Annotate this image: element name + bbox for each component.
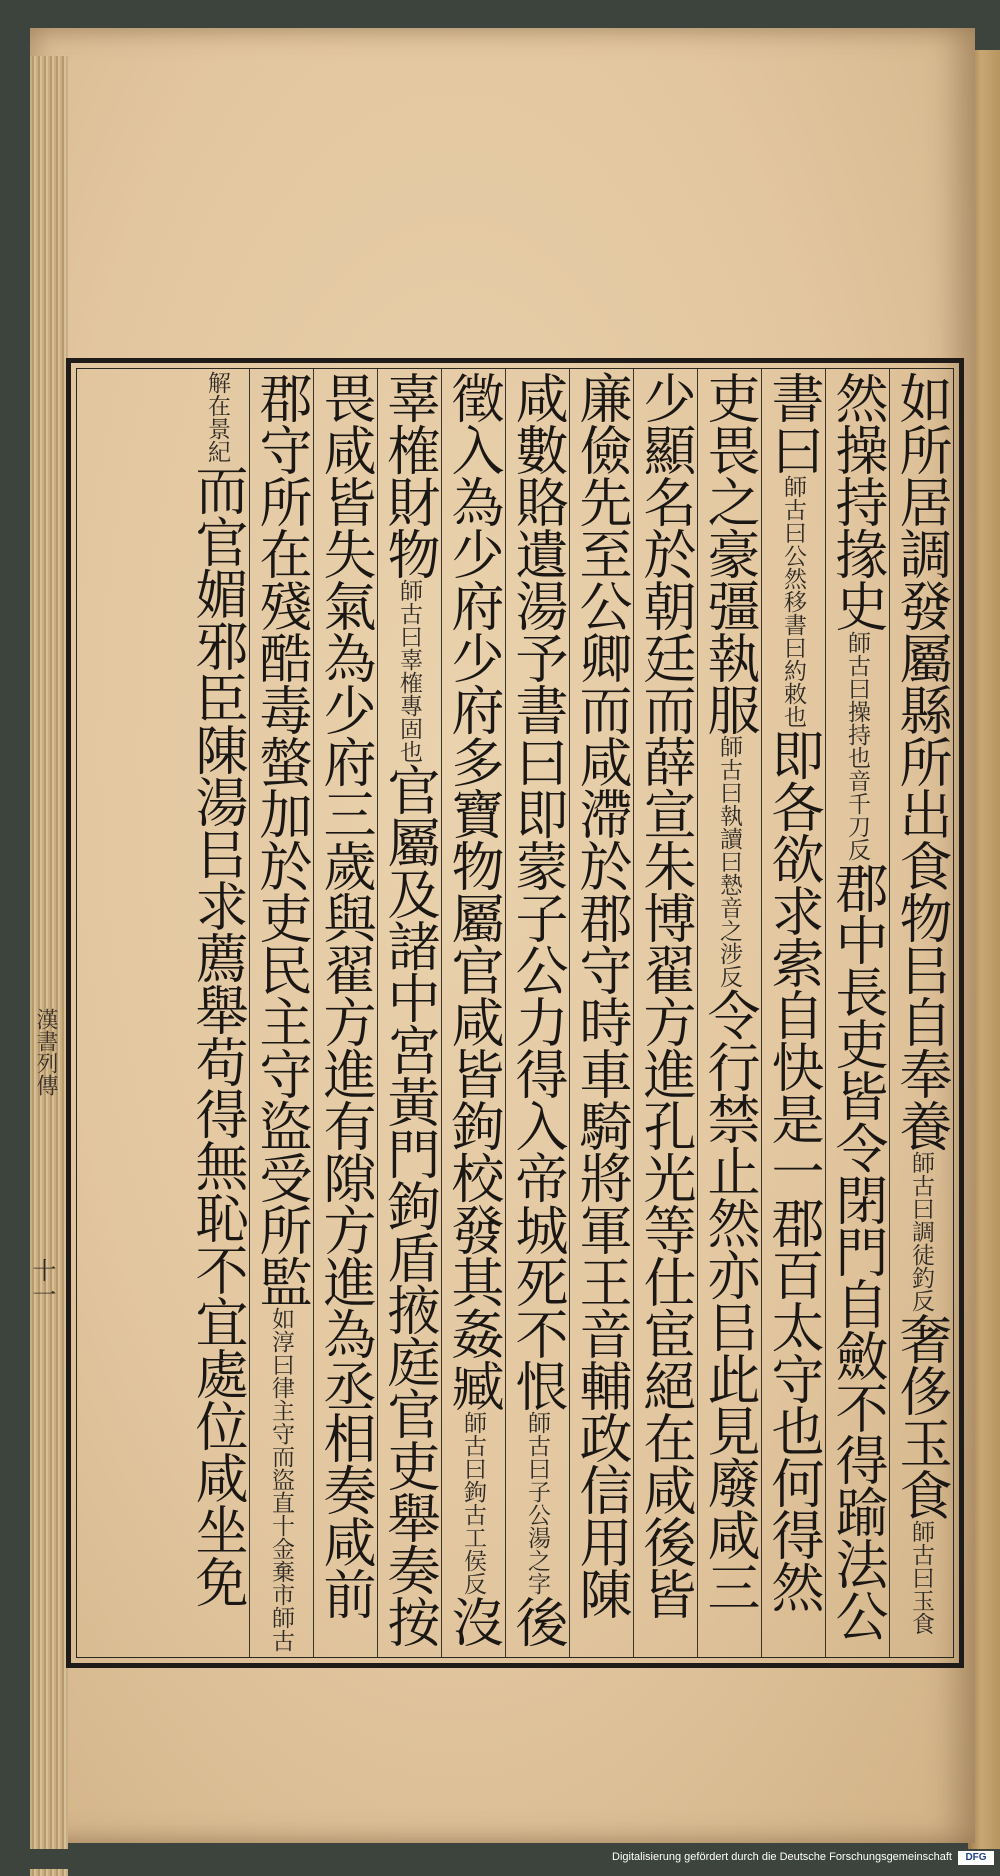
text-column	[569, 369, 633, 1657]
main-text: 徵入為少府少府多寶物屬官咸皆鉤校發其姦臧	[443, 371, 504, 1411]
text-column	[377, 369, 441, 1657]
dfg-logo: DFG	[958, 1851, 994, 1865]
main-text: 吏畏之豪彊執服	[699, 371, 760, 735]
folio-number: 十一	[28, 1258, 56, 1306]
main-text: 而官媚邪臣陳湯㠯求薦舉苟得無恥不宜處位咸坐免	[187, 463, 248, 1607]
commentary-note: 師古曰執讀曰慹音之涉反	[716, 735, 742, 988]
main-text: 畏咸皆失氣為少府三歲與翟方進有隙方進為丞相奏咸前	[315, 371, 376, 1619]
main-text: 辜榷財物	[379, 371, 440, 579]
commentary-note: 師古曰調徒釣反	[908, 1151, 934, 1312]
commentary-note: 師古曰辜榷專固也	[396, 579, 422, 763]
page-stack-edge	[30, 56, 68, 1876]
text-column	[889, 369, 953, 1657]
text-column	[249, 369, 313, 1657]
main-text: 書曰	[763, 371, 824, 475]
text-columns	[77, 369, 953, 1657]
commentary-note: 師古曰鉤古工侯反	[460, 1411, 486, 1595]
main-text: 然操持掾史	[827, 371, 888, 631]
commentary-note: 解在景紀	[204, 371, 230, 463]
page	[30, 28, 975, 1843]
commentary-note: 師古曰子公湯之字	[524, 1411, 550, 1595]
text-column	[313, 369, 377, 1657]
main-text: 後	[507, 1595, 568, 1647]
main-text: 郡中長吏皆令閉門自斂不得踰法公	[827, 861, 888, 1641]
text-column	[761, 369, 825, 1657]
text-column	[633, 369, 697, 1657]
text-frame	[66, 358, 964, 1668]
text-column	[825, 369, 889, 1657]
text-column	[505, 369, 569, 1657]
commentary-note: 師古曰玉食	[908, 1520, 934, 1635]
margin-title: 漢書列傳	[33, 1008, 58, 1096]
main-text: 如所居調發屬縣所出食物㠯自奉養	[891, 371, 952, 1151]
main-text: 即各欲求索自快是一郡百太守也何得然	[763, 728, 824, 1612]
main-text: 令行禁止然亦㠯此見廢咸三	[699, 988, 760, 1612]
main-text: 沒	[443, 1595, 504, 1647]
text-column	[697, 369, 761, 1657]
commentary-note: 師古曰公然移書曰約敕也	[780, 475, 806, 728]
main-text: 少顯名於朝廷而薛宣朱博翟方進孔光等仕宦絕在咸後皆	[635, 371, 696, 1619]
main-text: 奢侈玉食	[891, 1312, 952, 1520]
footer-credit: Digitalisierung gefördert durch die Deutsche Forschungsgemeinschaft	[612, 1851, 952, 1863]
main-text: 咸數賂遺湯予書曰即蒙子公力得入帝城死不恨	[507, 371, 568, 1411]
commentary-note: 師古曰操持也音千刀反	[844, 631, 870, 861]
commentary-note: 如淳曰律主守而盜直十金棄市師古	[268, 1307, 294, 1652]
text-column	[441, 369, 505, 1657]
main-text: 廉儉先至公卿而咸滯於郡守時車騎將軍王音輔政信用陳	[571, 371, 632, 1619]
text-column	[185, 369, 249, 1657]
main-text: 郡守所在殘酷毒螫加於吏民主守盜受所監	[251, 371, 312, 1307]
main-text: 官屬及諸中宮黃門鉤盾掖庭官吏舉奏按	[379, 763, 440, 1647]
